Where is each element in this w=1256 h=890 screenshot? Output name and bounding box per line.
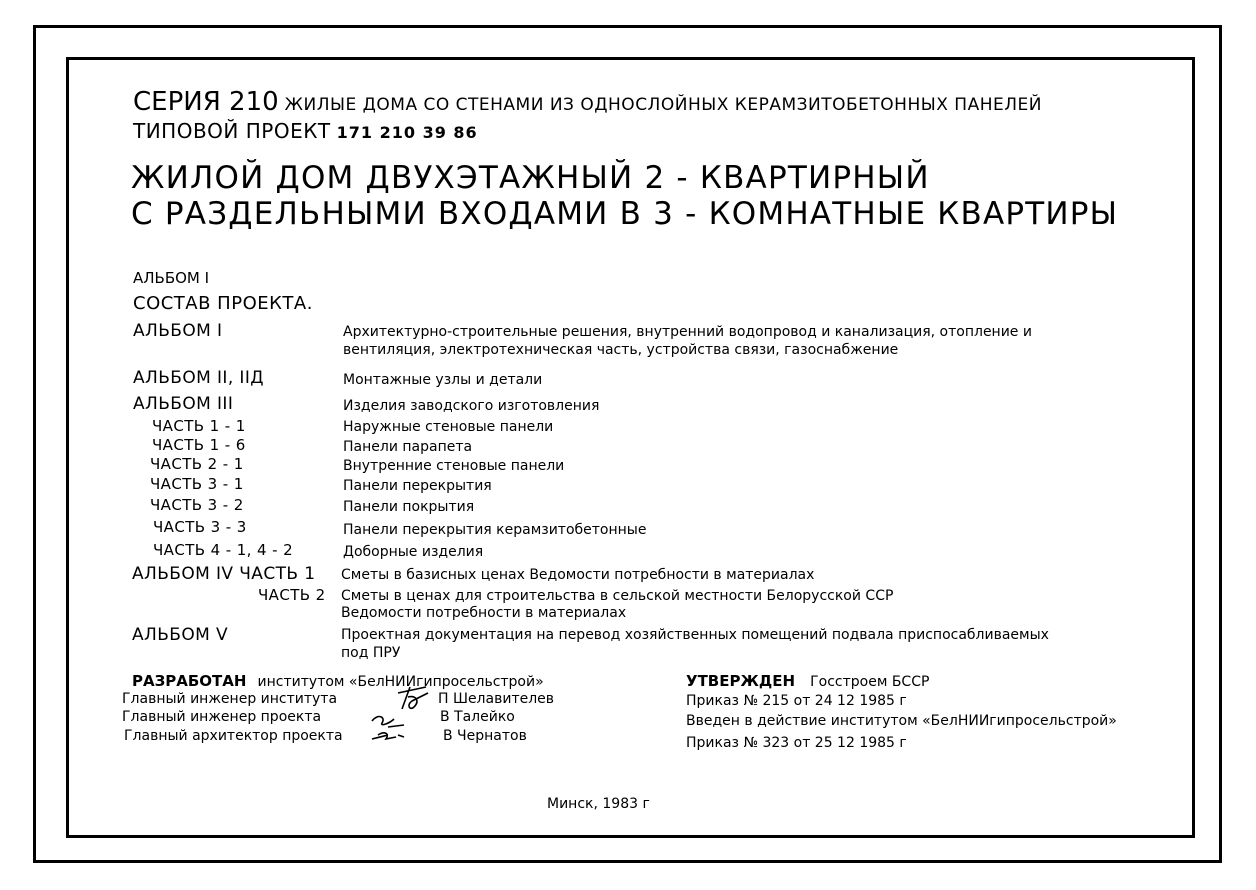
role-title: Главный инженер проекта	[122, 709, 322, 725]
developed-line	[132, 673, 544, 689]
content-label: АЛЬБОМ IV ЧАСТЬ 1	[132, 564, 316, 584]
approved-line	[686, 673, 929, 689]
order-1: Приказ № 215 от 24 12 1985 г	[686, 693, 907, 709]
content-desc-cont: вентиляция, электротехническая часть, устройства связи, газоснабжение	[343, 342, 899, 358]
content-desc-cont: под ПРУ	[341, 645, 401, 661]
content-label: ЧАСТЬ 1 - 6	[152, 436, 246, 454]
content-desc: Наружные стеновые панели	[343, 419, 554, 435]
signature-image	[368, 683, 440, 743]
content-desc-cont: Ведомости потребности в материалах	[341, 605, 627, 621]
developed-by: институтом «БелНИИгипросельстрой»	[257, 674, 544, 690]
order-2: Приказ № 323 от 25 12 1985 г	[686, 735, 907, 751]
content-desc: Панели перекрытия	[343, 478, 492, 494]
content-desc: Архитектурно-строительные решения, внутренний водопровод и канализация, отопление и	[343, 324, 1032, 340]
content-desc: Панели парапета	[343, 439, 473, 455]
role-name: П Шелавителев	[438, 691, 555, 707]
content-desc: Панели перекрытия керамзитобетонные	[343, 522, 647, 538]
role-name: В Талейко	[440, 709, 515, 725]
content-label: ЧАСТЬ 3 - 1	[150, 475, 244, 493]
content-label: ЧАСТЬ 2 - 1	[150, 455, 244, 473]
series-label: СЕРИЯ 210	[133, 87, 279, 117]
content-desc: Сметы в базисных ценах Ведомости потребности в материалах	[341, 567, 815, 583]
content-desc: Проектная документация на перевод хозяйственных помещений подвала приспосабливаемых	[341, 627, 1049, 643]
composition-title: СОСТАВ ПРОЕКТА.	[133, 293, 313, 314]
content-label: АЛЬБОМ II, IIД	[133, 368, 264, 388]
content-desc: Внутренние стеновые панели	[343, 458, 565, 474]
series-description: ЖИЛЫЕ ДОМА СО СТЕНАМИ ИЗ ОДНОСЛОЙНЫХ КЕРАМЗИТОБЕТОННЫХ ПАНЕЛЕЙ	[284, 95, 1042, 115]
place-year: Минск, 1983 г	[547, 796, 650, 812]
project-number: 171 210 39 86	[336, 123, 478, 142]
content-desc: Панели покрытия	[343, 499, 475, 515]
enacted-line: Введен в действие институтом «БелНИИгипросельстрой»	[686, 713, 1117, 729]
project-label: ТИПОВОЙ ПРОЕКТ	[133, 119, 331, 143]
content-label: ЧАСТЬ 3 - 3	[153, 518, 247, 536]
content-label: АЛЬБОМ V	[132, 625, 229, 645]
role-name: В Чернатов	[443, 728, 527, 744]
content-desc: Сметы в ценах для строительства в сельской местности Белорусской ССР	[341, 588, 894, 604]
content-label: ЧАСТЬ 1 - 1	[152, 417, 246, 435]
content-desc: Монтажные узлы и детали	[343, 372, 543, 388]
approved-by: Госстроем БССР	[810, 674, 930, 690]
content-desc: Изделия заводского изготовления	[343, 398, 600, 414]
content-desc: Доборные изделия	[343, 544, 484, 560]
developed-label: РАЗРАБОТАН	[132, 672, 247, 690]
content-label: ЧАСТЬ 3 - 2	[150, 496, 244, 514]
album-heading: АЛЬБОМ I	[133, 269, 210, 287]
title-line-2: С РАЗДЕЛЬНЫМИ ВХОДАМИ В 3 - КОМНАТНЫЕ КВАРТИРЫ	[131, 196, 1119, 232]
series-line	[133, 89, 1042, 115]
content-label: ЧАСТЬ 2	[258, 586, 326, 604]
project-line	[133, 121, 478, 141]
content-label: ЧАСТЬ 4 - 1, 4 - 2	[153, 541, 294, 559]
content-label: АЛЬБОМ III	[133, 394, 234, 414]
title-line-1: ЖИЛОЙ ДОМ ДВУХЭТАЖНЫЙ 2 - КВАРТИРНЫЙ	[131, 160, 930, 196]
content-label: АЛЬБОМ I	[133, 321, 223, 341]
role-title: Главный архитектор проекта	[124, 728, 343, 744]
role-title: Главный инженер института	[122, 691, 338, 707]
approved-label: УТВЕРЖДЕН	[686, 672, 795, 690]
